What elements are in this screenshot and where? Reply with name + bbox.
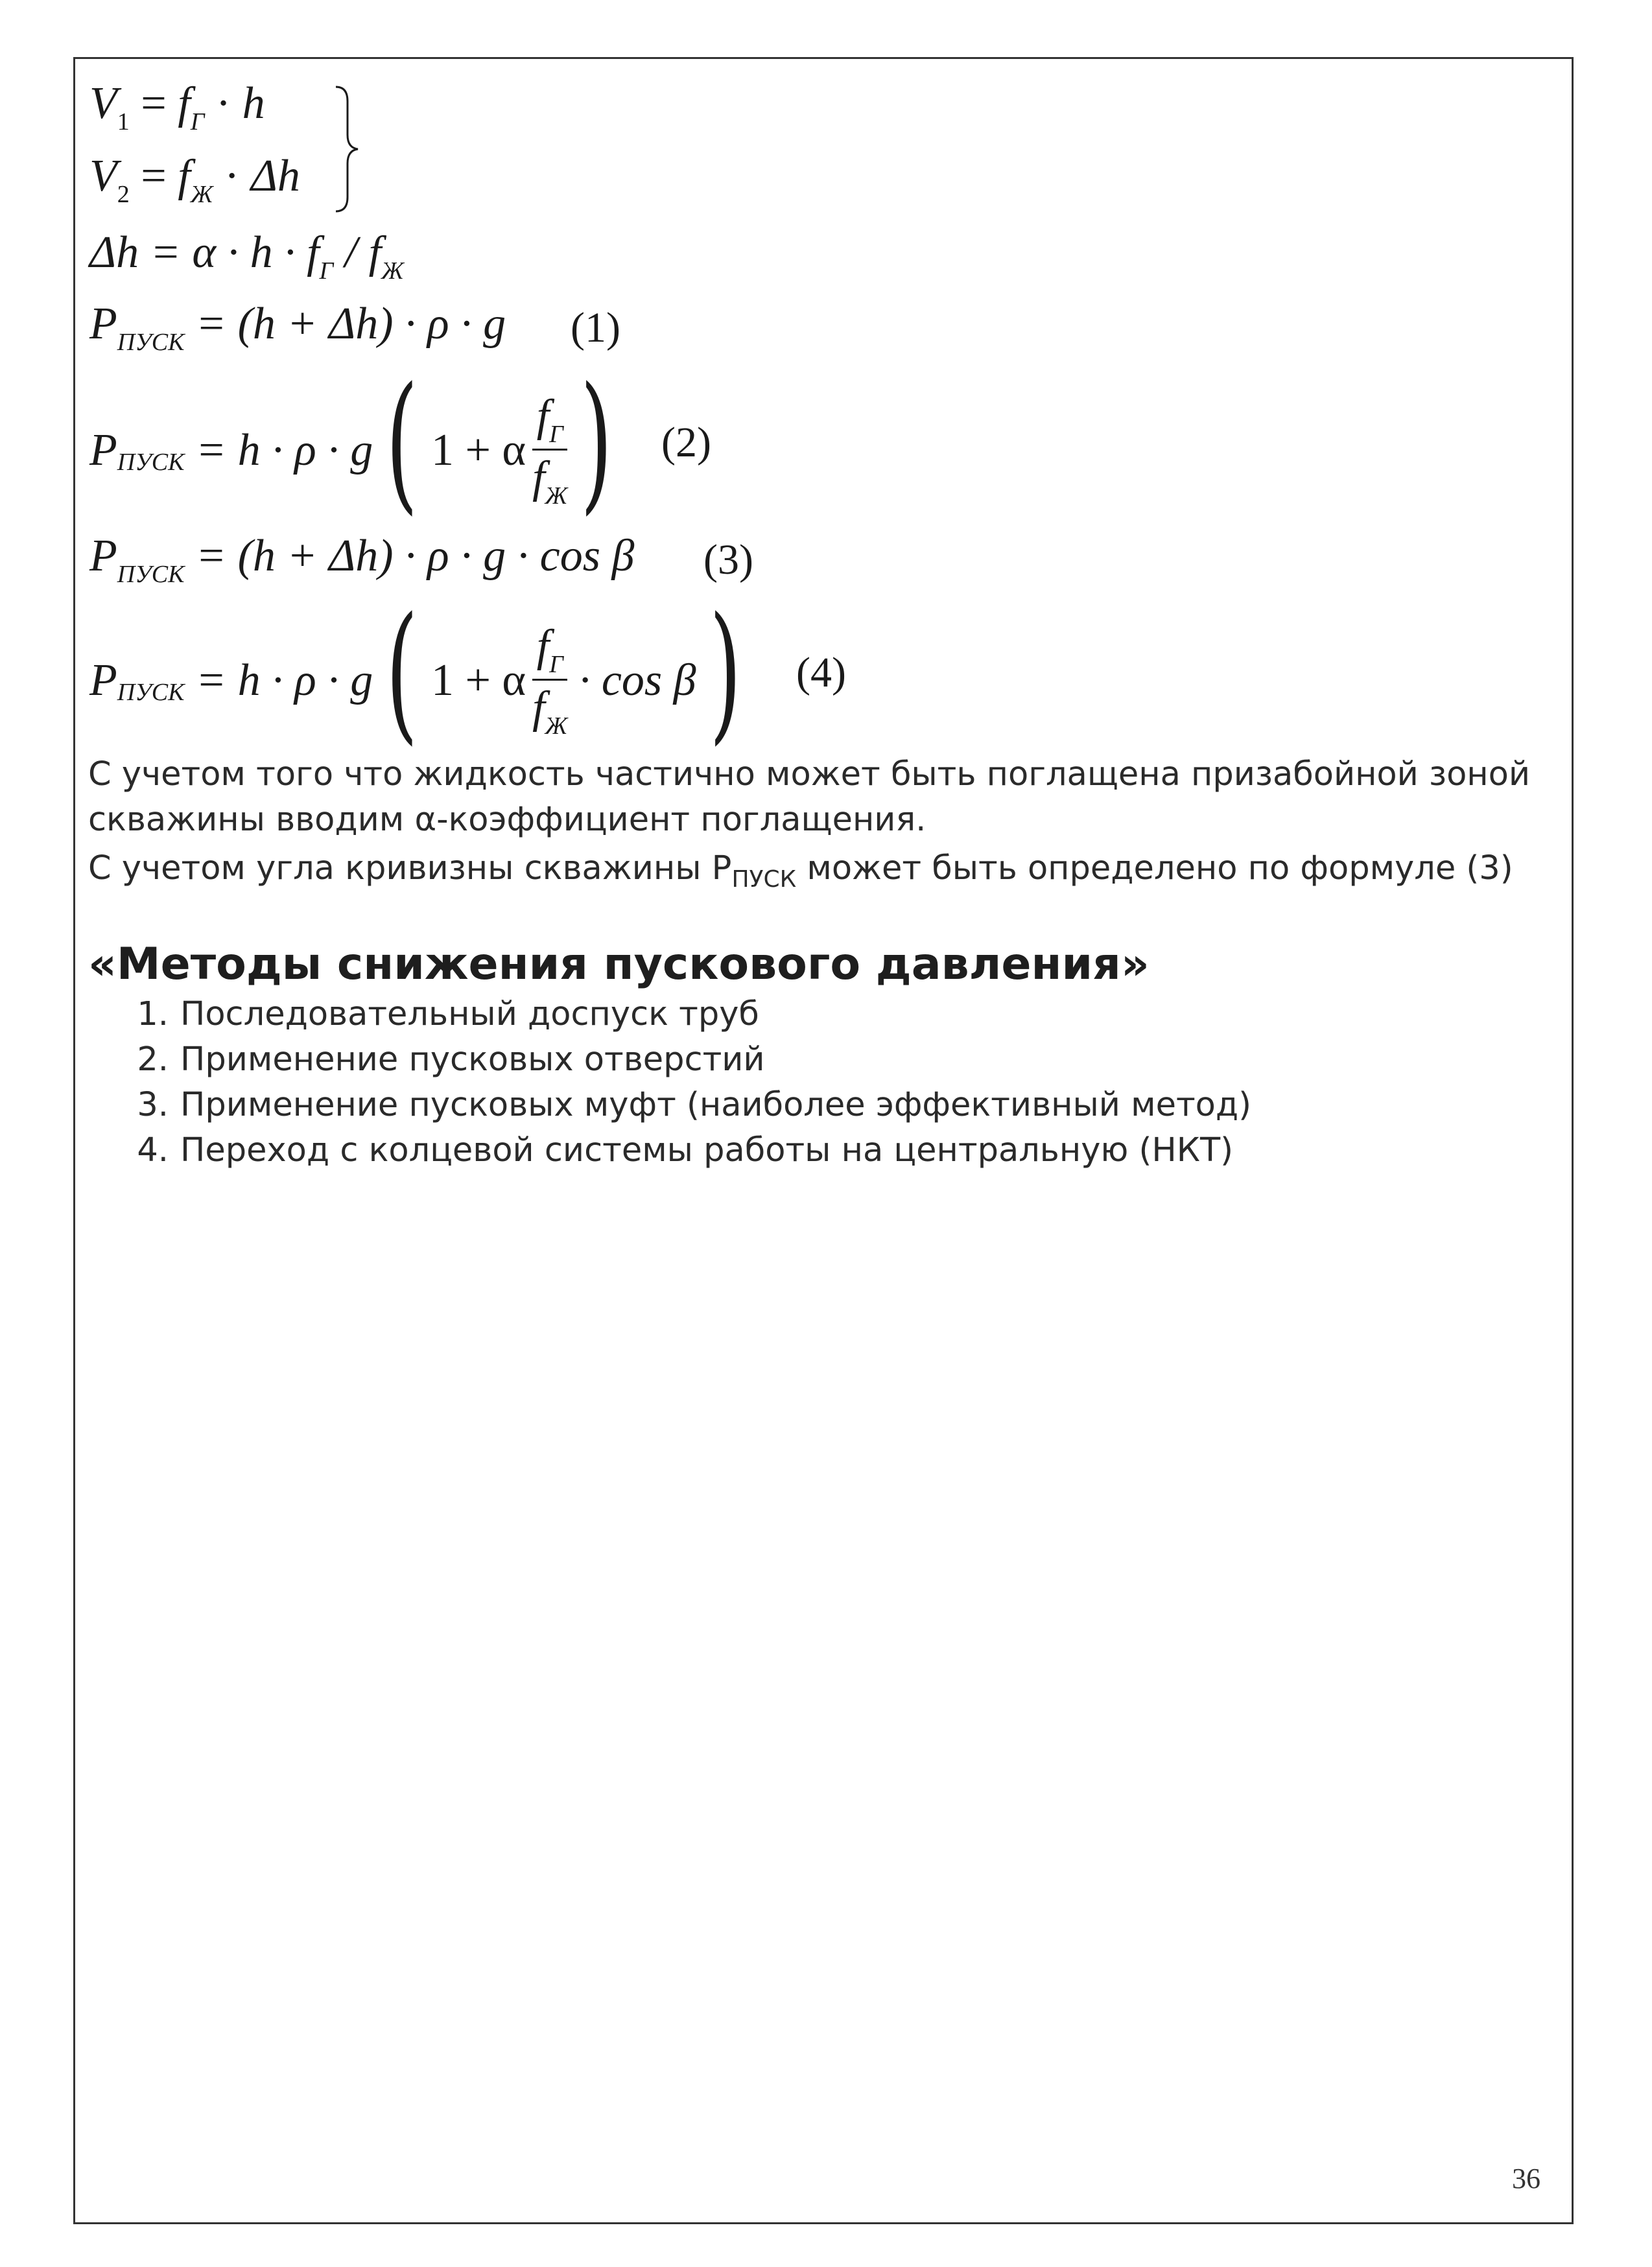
left-paren: ( bbox=[386, 586, 418, 759]
list-item: 2. Применение пусковых отверстий bbox=[137, 1040, 765, 1079]
left-paren: ( bbox=[386, 356, 418, 529]
equation-number-2: (2) bbox=[661, 419, 711, 466]
formula-delta-h: $\Delta h = \alpha \cdot h \cdot f_Г / f_Ж$ bbox=[89, 228, 404, 285]
fraction: $\frac{f_Г}{f_Ж}$ bbox=[532, 620, 568, 740]
section-heading: «Методы снижения пускового давления» bbox=[88, 939, 1150, 990]
formula-eq2: P ПУСК = h · ρ · g ( 1 + α $\frac{f_Г}{f_Ж}$ ) bbox=[89, 356, 613, 529]
formula-v2: $V_2 = f_Ж \cdot \Delta h$ bbox=[89, 151, 300, 208]
fraction: $\frac{f_Г}{f_Ж}$ bbox=[532, 390, 568, 510]
formula-eq1: $P_{ПУСК} = (h + \Delta h) \cdot \rho \cdot g$ bbox=[89, 299, 506, 356]
paragraph-line-1: С учетом того что жидкость частично может быть поглащена призабойной зоной bbox=[88, 755, 1531, 793]
equation-number-1: (1) bbox=[571, 304, 620, 351]
list-item: 3. Применение пусковых муфт (наиболее эффективный метод) bbox=[137, 1086, 1252, 1124]
right-brace bbox=[331, 84, 363, 214]
right-paren: ) bbox=[580, 356, 613, 529]
right-paren: ) bbox=[709, 586, 742, 759]
paragraph-line-3: С учетом угла кривизны скважины $P_{ПУСК}$ может быть определено по формуле (3) bbox=[88, 849, 1513, 893]
equation-number-4: (4) bbox=[796, 649, 846, 696]
paragraph-line-2: скважины вводим α-коэффициент поглащения. bbox=[88, 801, 926, 839]
formula-eq4: P ПУСК = h · ρ · g ( 1 + α $\frac{f_Г}{f_Ж}$ · cos β ) bbox=[89, 586, 742, 759]
formula-v1: $V_1 = f_Г \cdot h$ bbox=[89, 78, 265, 135]
page-number: 36 bbox=[1512, 2163, 1540, 2194]
list-item: 1. Последовательный доспуск труб bbox=[137, 995, 759, 1033]
formula-eq3: $P_{ПУСК} = (h + \Delta h) \cdot \rho \cdot g \cdot \cos \beta$ bbox=[89, 531, 635, 588]
list-item: 4. Переход с колцевой системы работы на центральную (НКТ) bbox=[137, 1131, 1234, 1169]
equation-number-3: (3) bbox=[703, 536, 753, 583]
